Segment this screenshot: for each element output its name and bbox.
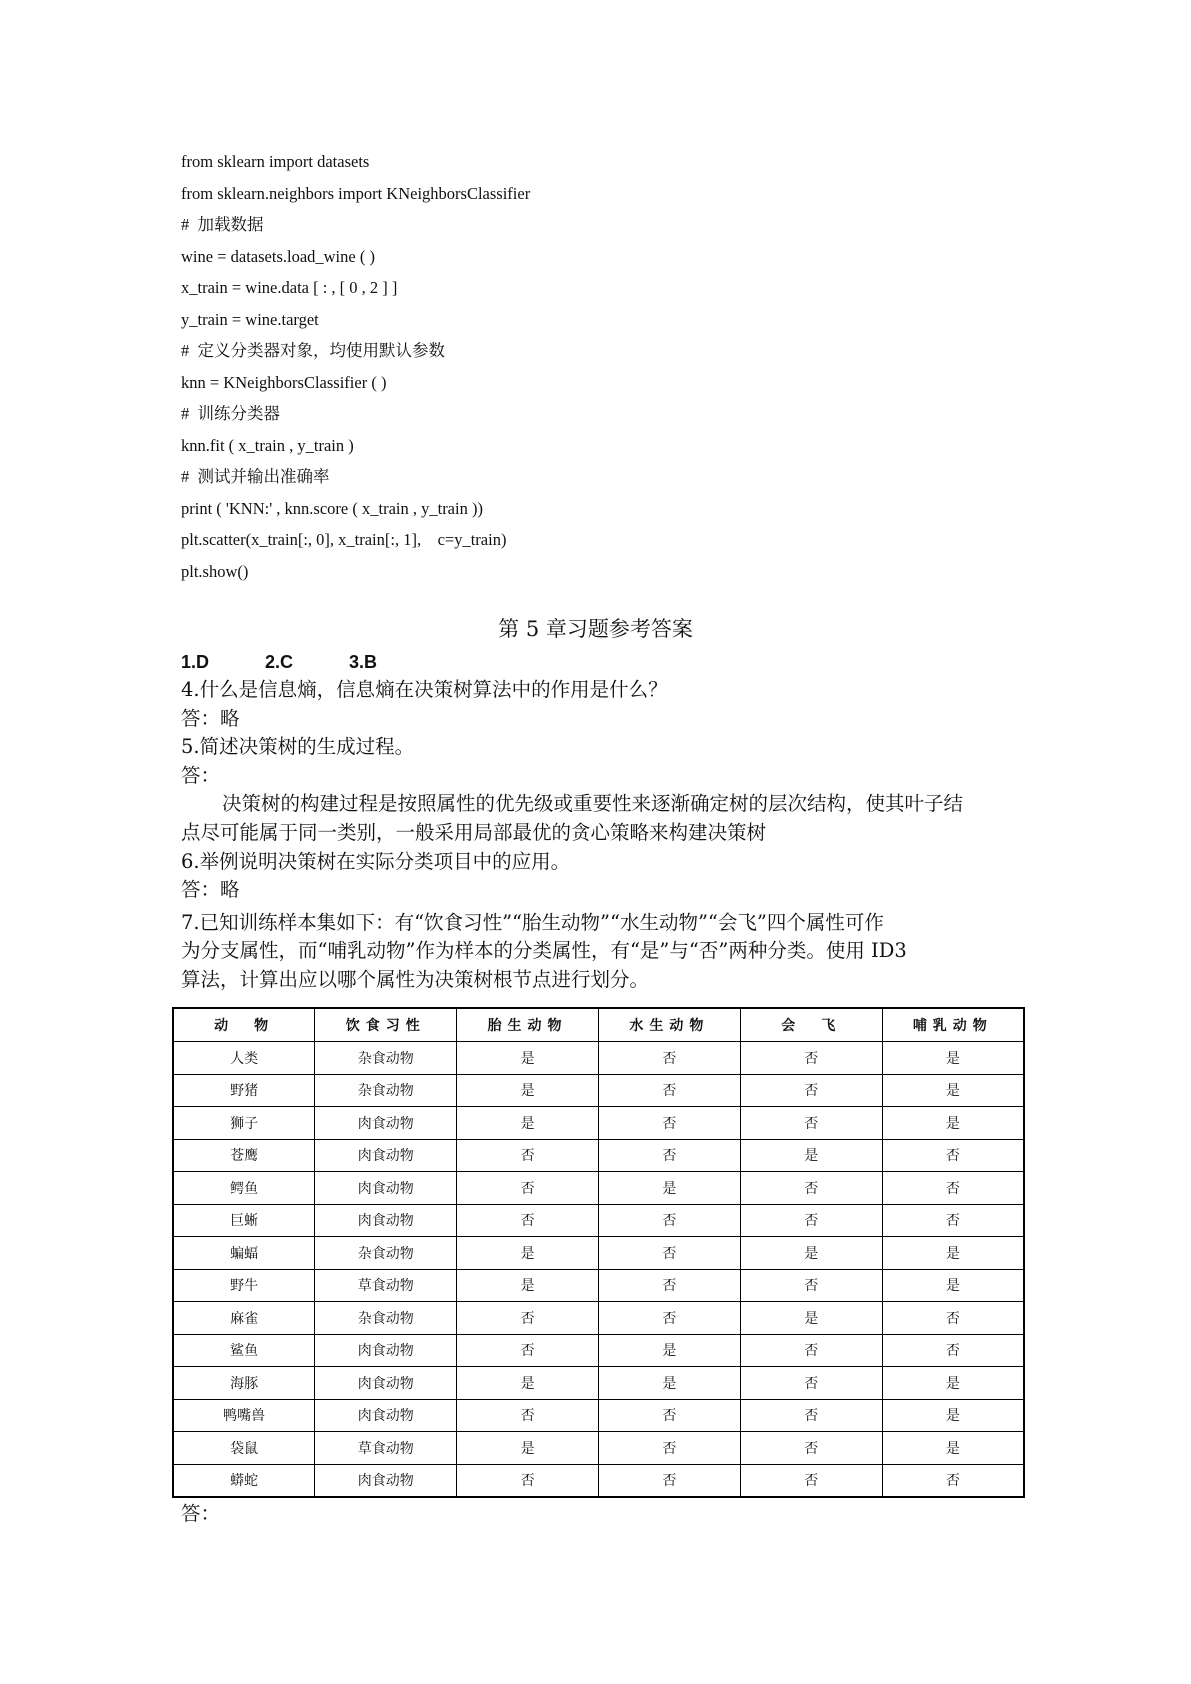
mc-answer: 3.B (349, 652, 378, 672)
cell-viviparous: 是 (457, 1107, 599, 1140)
cell-animal: 巨蜥 (173, 1204, 315, 1237)
cell-animal: 野猪 (173, 1074, 315, 1107)
cell-viviparous: 否 (457, 1172, 599, 1205)
cell-mammal: 是 (882, 1107, 1024, 1140)
code-line: from sklearn.neighbors import KNeighborsClassifier (181, 183, 531, 203)
cell-aquatic: 否 (598, 1139, 740, 1172)
answer-5-text: 决策树的构建过程是按照属性的优先级或重要性来逐渐确定树的层次结构，使其叶子结 (222, 792, 964, 816)
cell-diet: 杂食动物 (315, 1042, 457, 1075)
cell-diet: 肉食动物 (315, 1107, 457, 1140)
cell-mammal: 是 (882, 1367, 1024, 1400)
cell-viviparous: 否 (457, 1334, 599, 1367)
question-6: 6.举例说明决策树在实际分类项目中的应用。 (181, 849, 571, 873)
table-row (173, 1464, 1024, 1497)
cell-aquatic: 是 (598, 1367, 740, 1400)
cell-diet: 肉食动物 (315, 1204, 457, 1237)
table-row (173, 1432, 1024, 1465)
code-line: knn.fit ( x_train , y_train ) (181, 435, 354, 455)
answer-4: 答：略 (181, 706, 240, 730)
cell-mammal: 否 (882, 1334, 1024, 1367)
table-body (173, 1042, 1024, 1498)
cell-flying: 是 (740, 1139, 882, 1172)
cell-diet: 杂食动物 (315, 1302, 457, 1335)
cell-aquatic: 否 (598, 1204, 740, 1237)
question-5: 5.简述决策树的生成过程。 (181, 735, 415, 759)
table-header-row (173, 1008, 1024, 1042)
cell-mammal: 否 (882, 1204, 1024, 1237)
code-line: x_train = wine.data [ : , [ 0 , 2 ] ] (181, 278, 398, 297)
cell-viviparous: 否 (457, 1464, 599, 1497)
code-comment: # 加载数据 (181, 215, 264, 234)
cell-aquatic: 是 (598, 1172, 740, 1205)
cell-mammal: 是 (882, 1074, 1024, 1107)
cell-viviparous: 是 (457, 1237, 599, 1270)
cell-flying: 是 (740, 1302, 882, 1335)
cell-viviparous: 是 (457, 1042, 599, 1075)
cell-diet: 肉食动物 (315, 1399, 457, 1432)
mc-answer: 1.D (181, 652, 210, 672)
table-row (173, 1367, 1024, 1400)
table-row (173, 1334, 1024, 1367)
cell-flying: 否 (740, 1432, 882, 1465)
cell-aquatic: 否 (598, 1302, 740, 1335)
question-7: 算法，计算出应以哪个属性为决策树根节点进行划分。 (181, 967, 650, 991)
cell-animal: 鳄鱼 (173, 1172, 315, 1205)
cell-flying: 是 (740, 1237, 882, 1270)
table-row (173, 1399, 1024, 1432)
cell-flying: 否 (740, 1464, 882, 1497)
cell-animal: 苍鹰 (173, 1139, 315, 1172)
cell-flying: 否 (740, 1334, 882, 1367)
question-7: 为分支属性，而“哺乳动物”作为样本的分类属性，有“是”与“否”两种分类。使用 ID3 (181, 939, 907, 963)
code-comment: # 定义分类器对象，均使用默认参数 (181, 341, 445, 360)
cell-animal: 麻雀 (173, 1302, 315, 1335)
cell-diet: 肉食动物 (315, 1464, 457, 1497)
questions-section (181, 676, 1021, 995)
cell-flying: 否 (740, 1172, 882, 1205)
code-line: plt.show() (181, 561, 249, 581)
cell-viviparous: 否 (457, 1139, 599, 1172)
cell-aquatic: 否 (598, 1074, 740, 1107)
table-row (173, 1107, 1024, 1140)
animal-training-table (172, 1007, 1025, 1498)
cell-viviparous: 否 (457, 1302, 599, 1335)
column-header-mammal: 哺乳动物 (882, 1008, 1024, 1042)
question-4: 4.什么是信息熵，信息熵在决策树算法中的作用是什么？ (181, 678, 668, 701)
cell-viviparous: 是 (457, 1074, 599, 1107)
cell-mammal: 否 (882, 1302, 1024, 1335)
cell-diet: 肉食动物 (315, 1334, 457, 1367)
multiple-choice-answers (181, 648, 377, 676)
cell-aquatic: 否 (598, 1399, 740, 1432)
column-header-aquatic: 水生动物 (598, 1008, 740, 1042)
cell-diet: 草食动物 (315, 1432, 457, 1465)
code-line: from sklearn import datasets (181, 152, 370, 171)
cell-animal: 袋鼠 (173, 1432, 315, 1465)
table-row (173, 1204, 1024, 1237)
cell-mammal: 是 (882, 1237, 1024, 1270)
table-row (173, 1269, 1024, 1302)
cell-viviparous: 是 (457, 1269, 599, 1302)
column-header-animal: 动 物 (173, 1008, 315, 1042)
code-line: knn = KNeighborsClassifier ( ) (181, 372, 387, 392)
cell-viviparous: 是 (457, 1367, 599, 1400)
cell-diet: 杂食动物 (315, 1237, 457, 1270)
cell-flying: 否 (740, 1042, 882, 1075)
cell-flying: 否 (740, 1269, 882, 1302)
cell-diet: 草食动物 (315, 1269, 457, 1302)
cell-animal: 狮子 (173, 1107, 315, 1140)
code-line: print ( 'KNN:' , knn.score ( x_train , y_train )) (181, 498, 483, 518)
cell-animal: 海豚 (173, 1367, 315, 1400)
cell-aquatic: 否 (598, 1464, 740, 1497)
cell-viviparous: 否 (457, 1204, 599, 1237)
question-7: 7.已知训练样本集如下：有“饮食习性”“胎生动物”“水生动物”“会飞”四个属性可作 (181, 910, 884, 934)
cell-diet: 杂食动物 (315, 1074, 457, 1107)
cell-aquatic: 否 (598, 1237, 740, 1270)
answer-5-label: 答： (181, 763, 221, 787)
cell-mammal: 是 (882, 1269, 1024, 1302)
table-row (173, 1042, 1024, 1075)
cell-viviparous: 是 (457, 1432, 599, 1465)
cell-mammal: 否 (882, 1172, 1024, 1205)
cell-aquatic: 否 (598, 1269, 740, 1302)
cell-aquatic: 否 (598, 1107, 740, 1140)
cell-aquatic: 否 (598, 1432, 740, 1465)
column-header-flying: 会 飞 (740, 1008, 882, 1042)
answer-7-label: 答： (181, 1502, 221, 1525)
cell-mammal: 是 (882, 1399, 1024, 1432)
cell-animal: 蝙蝠 (173, 1237, 315, 1270)
mc-answer: 2.C (265, 652, 294, 672)
answer-5-text: 点尽可能属于同一类别，一般采用局部最优的贪心策略来构建决策树 (181, 820, 767, 844)
cell-mammal: 否 (882, 1139, 1024, 1172)
cell-animal: 蟒蛇 (173, 1464, 315, 1497)
code-line: plt.scatter(x_train[:, 0], x_train[:, 1], c=y_train) (181, 530, 507, 549)
chapter-title: 第 5 章习题参考答案 (498, 617, 693, 641)
cell-animal: 人类 (173, 1042, 315, 1075)
table-row (173, 1302, 1024, 1335)
cell-aquatic: 否 (598, 1042, 740, 1075)
cell-flying: 否 (740, 1107, 882, 1140)
code-line: wine = datasets.load_wine ( ) (181, 246, 375, 266)
cell-mammal: 否 (882, 1464, 1024, 1497)
cell-diet: 肉食动物 (315, 1139, 457, 1172)
table-row (173, 1074, 1024, 1107)
cell-flying: 否 (740, 1074, 882, 1107)
table-row (173, 1172, 1024, 1205)
code-line: y_train = wine.target (181, 309, 319, 329)
cell-animal: 鸭嘴兽 (173, 1399, 315, 1432)
cell-viviparous: 否 (457, 1399, 599, 1432)
answer-6: 答：略 (181, 878, 240, 902)
code-comment: # 测试并输出准确率 (181, 467, 330, 486)
cell-mammal: 是 (882, 1042, 1024, 1075)
cell-flying: 否 (740, 1367, 882, 1400)
table-row (173, 1139, 1024, 1172)
cell-flying: 否 (740, 1204, 882, 1237)
table-row (173, 1237, 1024, 1270)
cell-animal: 鲨鱼 (173, 1334, 315, 1367)
cell-mammal: 是 (882, 1432, 1024, 1465)
cell-aquatic: 是 (598, 1334, 740, 1367)
code-block (181, 146, 981, 587)
code-comment: # 训练分类器 (181, 404, 280, 423)
cell-flying: 否 (740, 1399, 882, 1432)
column-header-viviparous: 胎生动物 (457, 1008, 599, 1042)
cell-diet: 肉食动物 (315, 1367, 457, 1400)
column-header-diet: 饮食习性 (315, 1008, 457, 1042)
cell-diet: 肉食动物 (315, 1172, 457, 1205)
cell-animal: 野牛 (173, 1269, 315, 1302)
